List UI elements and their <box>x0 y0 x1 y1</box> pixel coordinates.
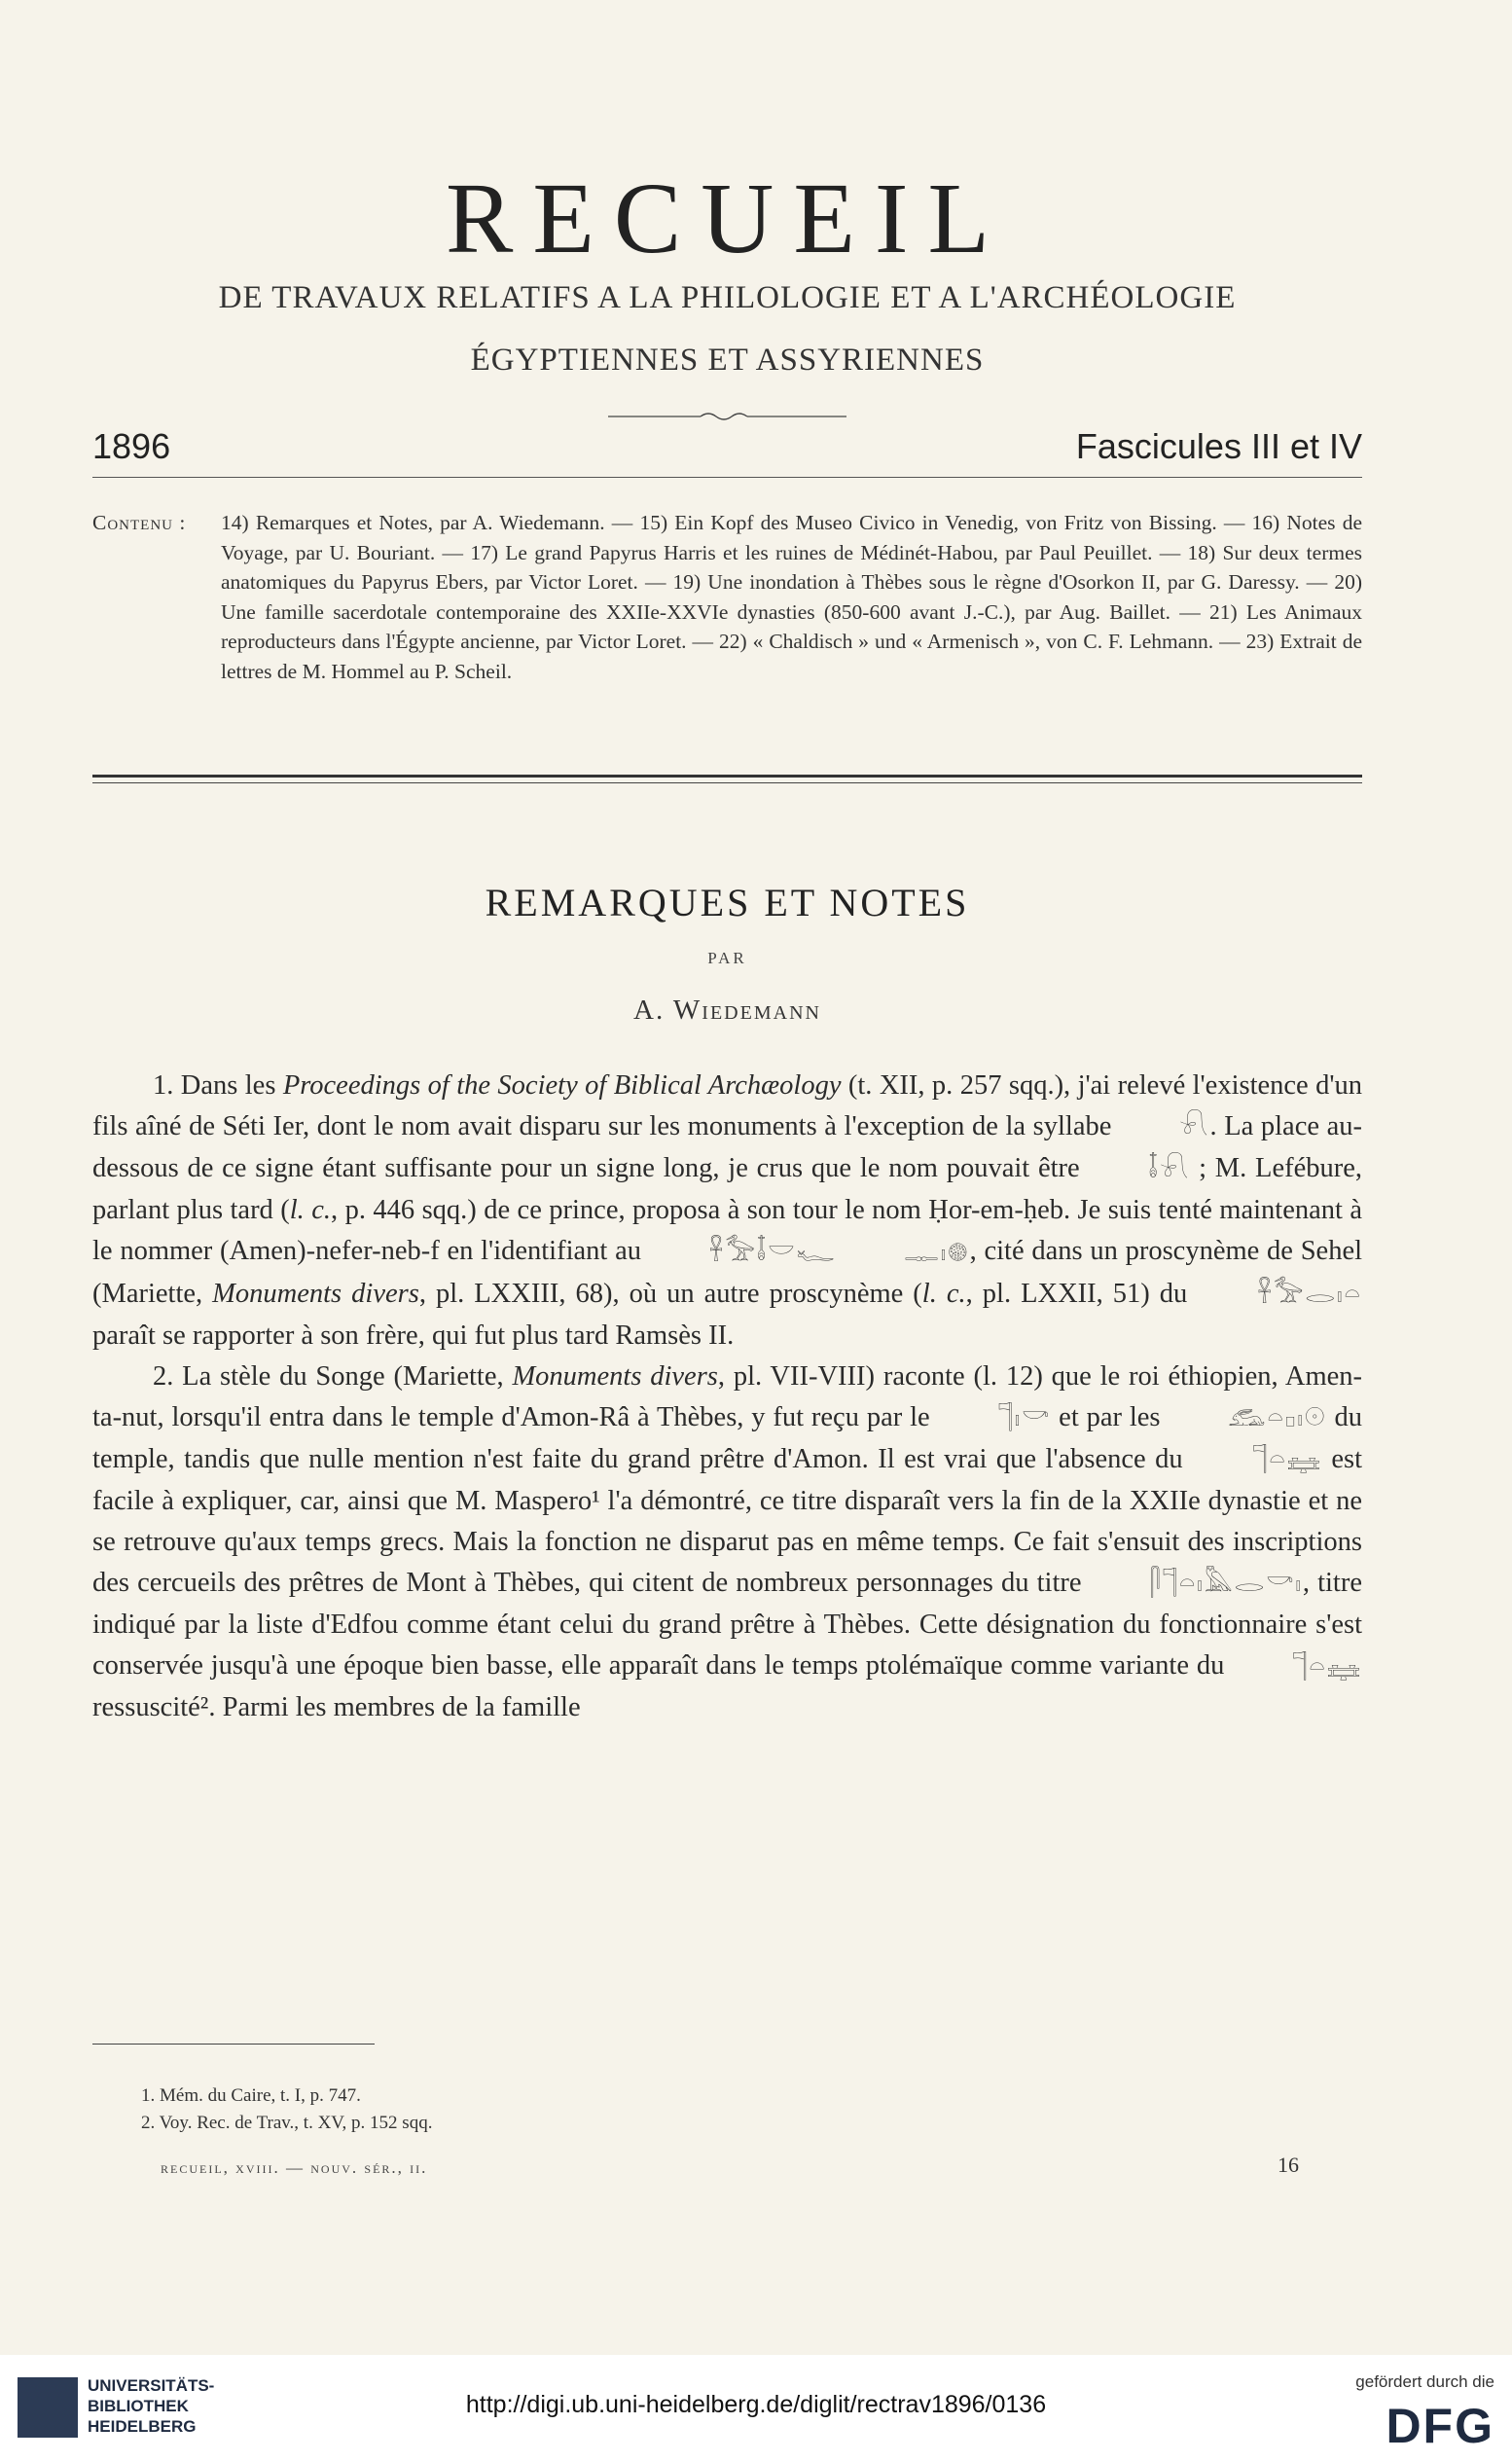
double-rule-divider <box>92 775 1362 783</box>
hieroglyph-montu-title-icon: 𓋴𓊹𓏏𓏤𓅓𓂋𓎡𓏤 <box>1149 1569 1303 1599</box>
issue-year: 1896 <box>92 426 171 466</box>
hieroglyph-priests-icon: 𓃹𓏏𓊪𓏤𓇳 <box>1228 1403 1327 1433</box>
issue-fascicules: Fascicules III et IV <box>1075 426 1362 466</box>
contents-text: 14) Remarques et Notes, par A. Wiedemann. — 15) Ein Kopf des Museo Civico in Venedig, von Fritz von Bissing. — 16) Notes de Voyage, par U. Bouriant. — 17) Le grand Papyrus Harris et les ruines de Médinét-Habou, par Paul Peuillet. — 18) Sur deux termes anatomiques du Papyrus Ebers, par Victor Loret. — 19) Une inondation à Thèbes sous le règne d'Osorkon II, par G. Daressy. — 20) Une famille sacerdotale contemporaine des XXIIe-XXVIe dynasties (850-600 avant J.-C.), par Aug. Baillet. — 21) Les Animaux reproducteurs dans l'Égypte ancienne, par Victor Loret. — 22) « Chaldisch » und « Armenisch », von C. F. Lehmann. — 23) Extrait de lettres de M. Hommel au P. Scheil. <box>221 511 1362 683</box>
article-author: A. Wiedemann <box>633 995 821 1026</box>
footnote-1: 1. Mém. du Caire, t. I, p. 747. <box>141 2085 361 2106</box>
permalink-url[interactable]: http://digi.ub.uni-heidelberg.de/diglit/rectrav1896/0136 <box>465 2391 1047 2418</box>
journal-subtitle-line1: DE TRAVAUX RELATIFS A LA PHILOLOGIE ET A L'ARCHÉOLOGIE <box>218 280 1237 315</box>
ornament-divider <box>608 409 846 424</box>
running-footer: recueil, xviii. — nouv. sér., ii. <box>161 2158 428 2177</box>
footnotes <box>141 2082 432 2137</box>
university-library-name: UNIVERSITÄTS- BIBLIOTHEK HEIDELBERG <box>88 2376 215 2436</box>
hieroglyph-prince-icon: 𓋹𓅡𓂋𓏤𓏏 <box>1257 1280 1362 1310</box>
hieroglyph-high-priest-icon: 𓊹𓏏𓈐 <box>1252 1445 1322 1475</box>
hieroglyph-name2-icon: 𓊃𓏤𓊗 <box>904 1237 970 1267</box>
journal-title: RECUEIL <box>445 163 1010 274</box>
journal-subtitle-line2: ÉGYPTIENNES ET ASSYRIENNES <box>470 343 985 378</box>
hieroglyph-nfr-icon: 𓍯 <box>1179 1112 1210 1142</box>
sponsor-label: gefördert durch die <box>1355 2372 1494 2391</box>
table-of-contents <box>92 508 1362 686</box>
page-number: 16 <box>1278 2153 1299 2177</box>
hieroglyph-title-icon: 𓋹𓅡𓄤𓎟𓆑 <box>708 1237 837 1267</box>
footnote-2: 2. Voy. Rec. de Trav., t. XV, p. 152 sqq. <box>141 2113 433 2133</box>
hieroglyph-name-icon: 𓄤𓍯 <box>1148 1154 1191 1184</box>
contents-label: Contenu : <box>92 511 187 534</box>
hieroglyph-priest-icon: 𓊹𓏤𓎡 <box>997 1403 1052 1433</box>
article-body <box>92 1066 1362 1728</box>
dfg-logo[interactable]: DFG <box>1386 2399 1494 2453</box>
header-rule <box>92 477 1362 478</box>
paragraph-2: 2. La stèle du Songe (Mariette, Monuments divers, pl. VII-VIII) raconte (l. 12) que le roi éthiopien, Amen-ta-nut, lorsqu'il entra dans le temple d'Amon-Râ à Thèbes, y fut reçu par le 𓊹𓏤𓎡 et par les 𓃹𓏏𓊪𓏤𓇳 du temple, tandis que nulle mention n'est faite du grand prêtre d'Amon. Il est vrai que l'absence du 𓊹𓏏𓈐 est facile à expliquer, car, ainsi que M. Maspero¹ l'a démontré, ce titre disparaît vers la fin de la XXIIe dynastie et ne se retrouve qu'aux temps grecs. Mais la fonction ne disparut pas en même temps. Ce fait s'ensuit des inscriptions des cercueils des prêtres de Mont à Thèbes, qui citent de nombreux personnages du titre 𓋴𓊹𓏏𓏤𓅓𓂋𓎡𓏤, titre indiqué par la liste d'Edfou comme étant celui du grand prêtre à Thèbes. Cette désignation du fonctionnaire s'est conservée jusqu'à une époque bien basse, elle apparaît dans le temps ptolémaïque comme variante du 𓊹𓏏𓈐 ressuscité². Parmi les membres de la famille <box>92 1360 1363 1723</box>
footnote-rule <box>92 2044 375 2045</box>
hieroglyph-high-priest2-icon: 𓊹𓏏𓈐 <box>1292 1651 1363 1682</box>
paragraph-1: 1. Dans les Proceedings of the Society of Biblical Archæology (t. XII, p. 257 sqq.), j'ai relevé l'existence d'un fils aîné de Séti Ier, dont le nom avait disparu sur les monuments à l'exception de la syllabe 𓍯. La place au-dessous de ce signe étant suffisante pour un signe long, je crus que le nom pouvait être 𓄤𓍯 ; M. Lefébure, parlant plus tard (l. c., p. 446 sqq.) de ce prince, proposa à son tour le nom Ḥor-em-ḥeb. Je suis tenté maintenant à le nommer (Amen)-nefer-neb-f en l'identifiant au 𓋹𓅡𓄤𓎟𓆑 𓊃𓏤𓊗, cité dans un proscynème de Sehel (Mariette, Monuments divers, pl. LXXIII, 68), où un autre proscynème (l. c., pl. LXXII, 51) du 𓋹𓅡𓂋𓏤𓏏 paraît se rapporter à son frère, qui fut plus tard Ramsès II. <box>92 1070 1363 1351</box>
article-title: REMARQUES ET NOTES <box>485 881 970 924</box>
article-par: PAR <box>707 949 747 967</box>
